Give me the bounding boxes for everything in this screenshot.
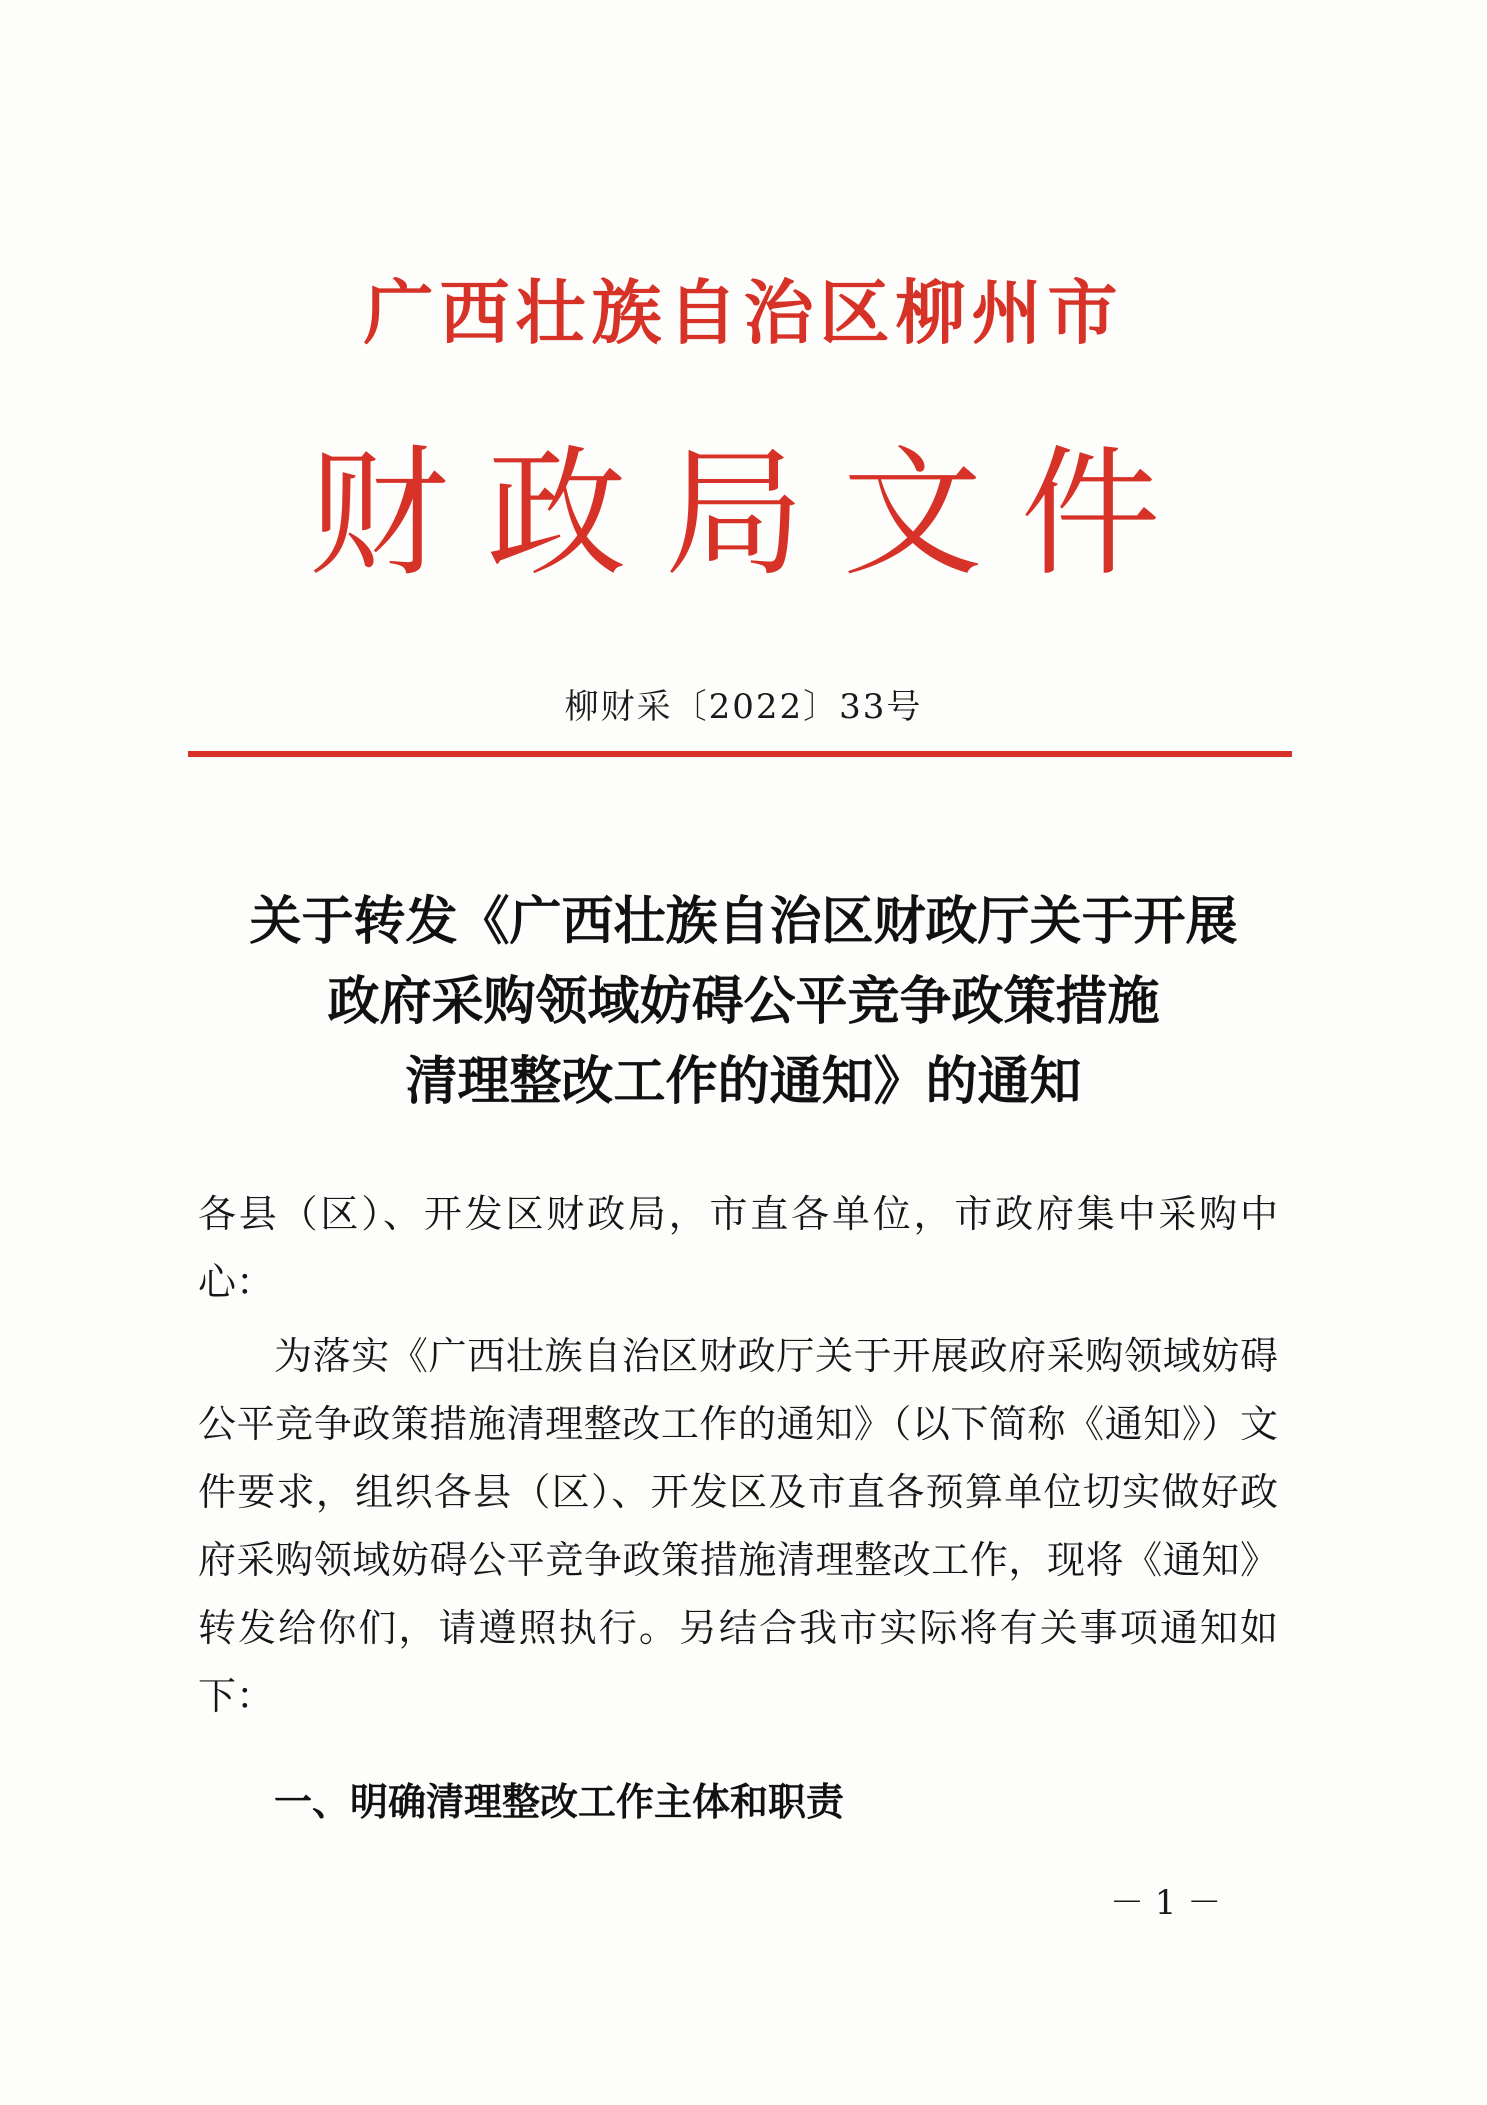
- title-line-2: 政府采购领域妨碍公平竞争政策措施: [327, 972, 1160, 1032]
- document-title: [150, 882, 1337, 1122]
- page-number: － 1 －: [1110, 1883, 1222, 1923]
- issuing-region: 广西壮族自治区柳州市: [363, 271, 1124, 354]
- section-heading: 一、明确清理整改工作主体和职责: [274, 1780, 845, 1824]
- document-number: 柳财采〔2022〕33号: [564, 687, 923, 727]
- red-divider-line: [188, 751, 1292, 757]
- title-line-3: 清理整改工作的通知》的通知: [405, 1052, 1082, 1112]
- title-line-1: 关于转发《广西壮族自治区财政厅关于开展: [249, 892, 1238, 952]
- body-paragraph: 为落实《广西壮族自治区财政厅关于开展政府采购领域妨碍公平竞争政策措施清理整改工作的通知》（以下简称《通知》）文件要求，组织各县（区）、开发区及市直各预算单位切实做好政府采购领域妨碍公平竞争政策措施清理整改工作，现将《通知》转发给你们，请遵照执行。另结合我市实际将有关事项通知如下：: [198, 1334, 1278, 1718]
- issuing-office-title: 财政局文件: [308, 433, 1199, 596]
- addressee: 各县（区）、开发区财政局，市直各单位，市政府集中采购中心：: [198, 1192, 1278, 1304]
